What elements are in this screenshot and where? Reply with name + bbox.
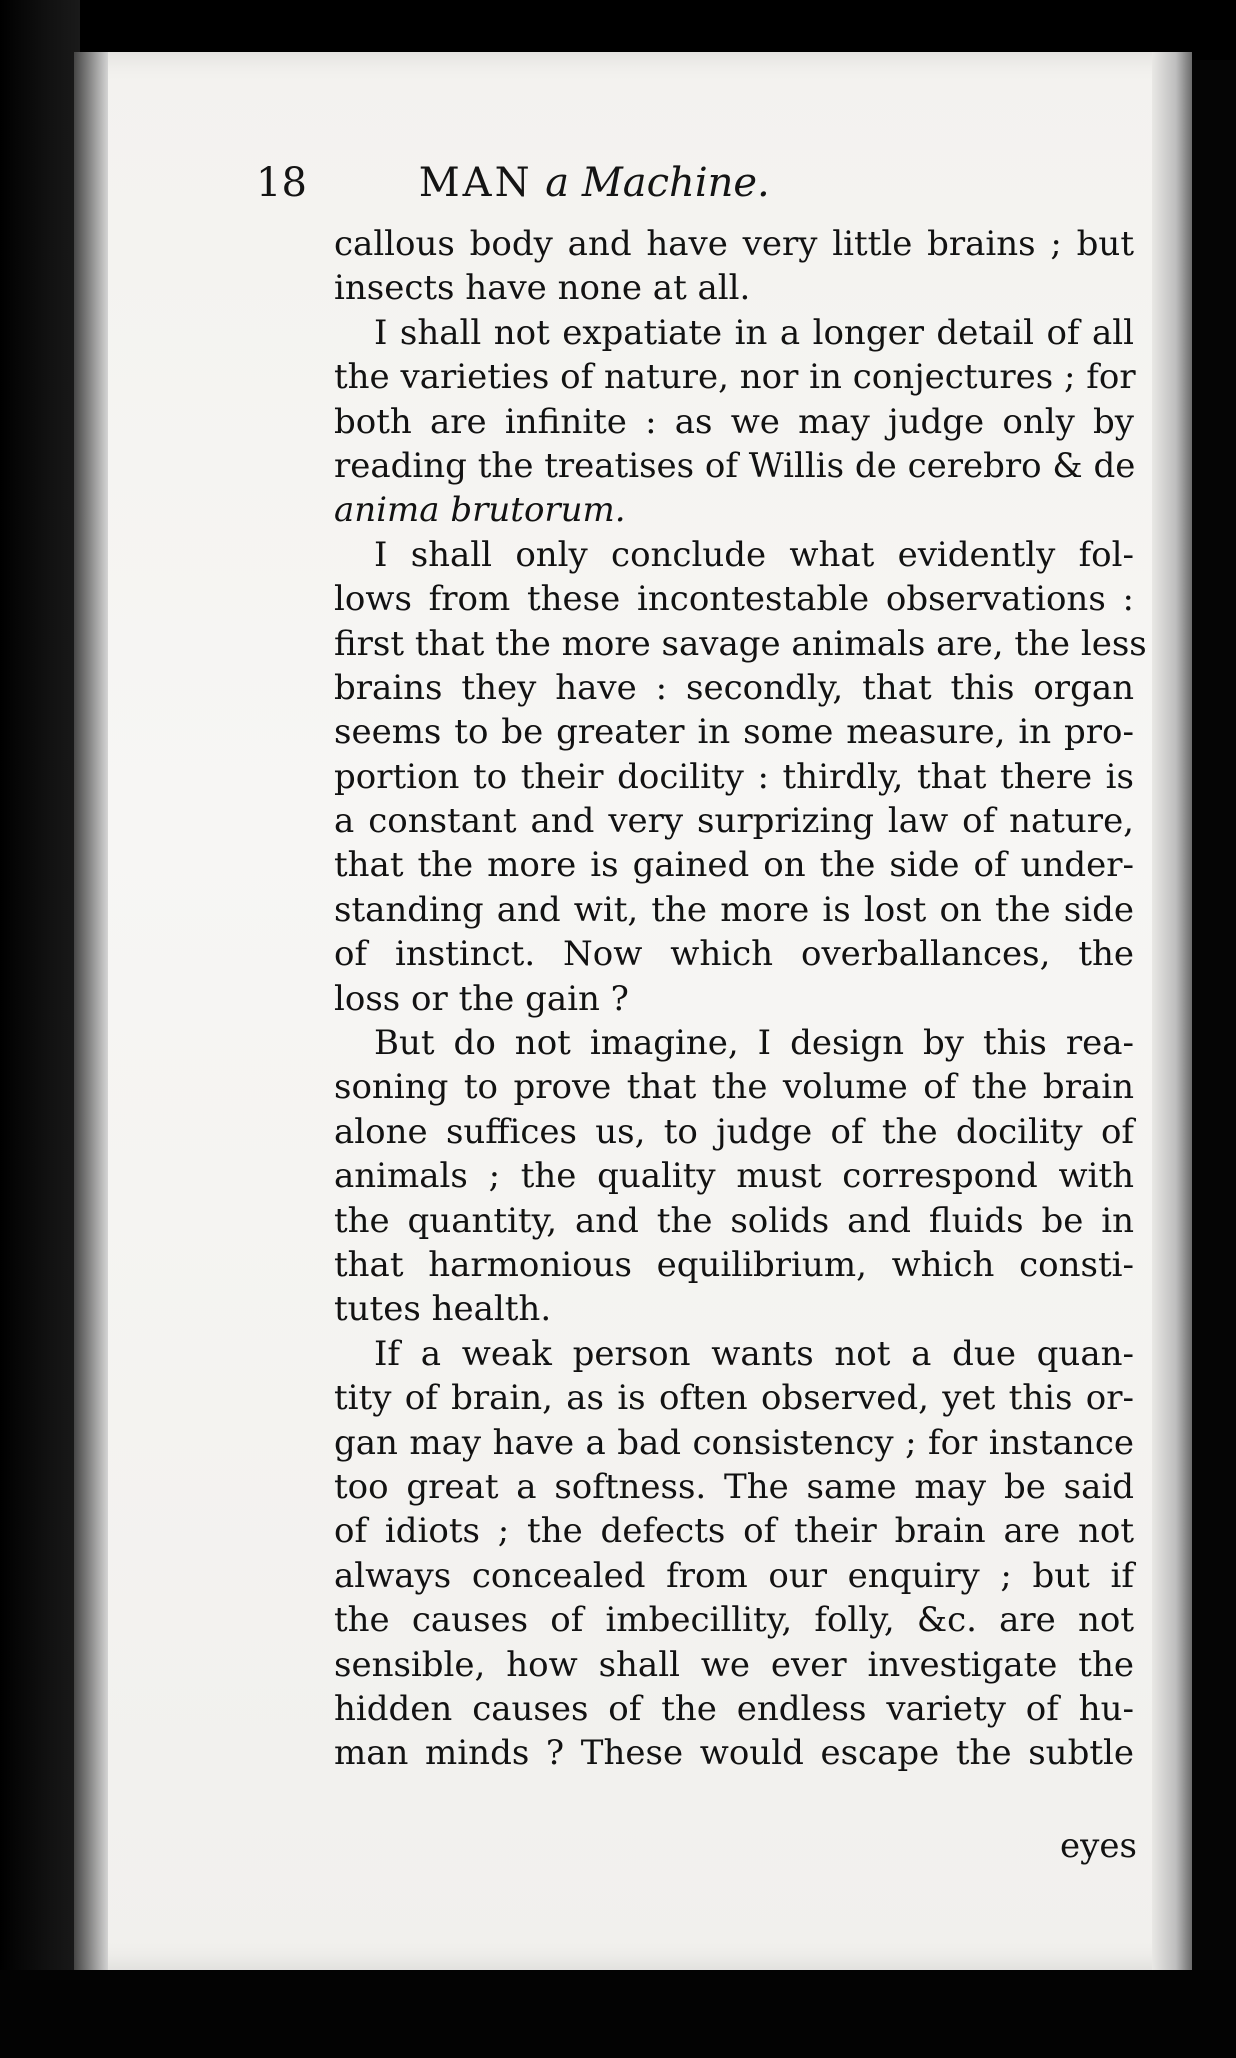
text-line: always concealed from our enquiry ; but if <box>334 1555 1134 1596</box>
paragraph-start-line: If a weak person wants not a due quan- <box>374 1333 1134 1374</box>
text-line: lows from these incontestable observations : <box>334 579 1134 620</box>
text-line: both are infinite : as we may judge only by <box>334 401 1134 442</box>
text-line: brains they have : secondly, that this organ <box>334 667 1134 708</box>
body-text <box>334 222 1147 1776</box>
text-line: that harmonious equilibrium, which consti- <box>334 1244 1134 1285</box>
page-number: 18 <box>256 160 307 206</box>
running-title-subtitle: a Machine. <box>545 160 770 206</box>
text-line: sensible, how shall we ever investigate the <box>334 1644 1134 1685</box>
running-head <box>256 160 1056 210</box>
text-line: too great a softness. The same may be said <box>334 1466 1134 1507</box>
text-line: reading the treatises of Willis de cerebro & de <box>334 445 1136 486</box>
text-line: animals ; the quality must correspond with <box>334 1156 1134 1197</box>
text-line: the causes of imbecillity, folly, &c. are not <box>334 1600 1134 1641</box>
text-line: a constant and very surprizing law of nature, <box>334 801 1134 842</box>
text-line: gan may have a bad consistency ; for instance <box>334 1422 1134 1463</box>
page-fore-edge <box>1152 52 1192 1970</box>
text-line: the quantity, and the solids and fluids be in <box>334 1200 1134 1241</box>
page-gutter <box>74 52 108 1970</box>
catchword: eyes <box>1060 1826 1137 1866</box>
text-line: hidden causes of the endless variety of hu- <box>334 1688 1134 1729</box>
text-line: tity of brain, as is often observed, yet this or- <box>334 1378 1134 1419</box>
text-line: standing and wit, the more is lost on the side <box>334 889 1134 930</box>
text-line: that the more is gained on the side of under- <box>334 845 1134 886</box>
text-line: anima brutorum. <box>334 490 626 531</box>
text-line: soning to prove that the volume of the brain <box>334 1067 1134 1108</box>
text-line: man minds ? These would escape the subtle <box>334 1733 1134 1774</box>
text-line: portion to their docility : thirdly, that there is <box>334 756 1134 797</box>
scan-border-bottom <box>0 1970 1236 2058</box>
paragraph-start-line: But do not imagine, I design by this rea- <box>374 1023 1134 1064</box>
binding-shadow <box>0 0 80 2058</box>
text-line: alone suffices us, to judge of the docility of <box>334 1111 1134 1152</box>
text-line: of instinct. Now which overballances, the <box>334 934 1134 975</box>
text-line: loss or the gain ? <box>334 978 629 1019</box>
text-line: seems to be greater in some measure, in pro- <box>334 712 1134 753</box>
text-line: callous body and have very little brains ; but <box>334 224 1134 264</box>
text-line: tutes health. <box>334 1289 552 1330</box>
text-line: insects have none at all. <box>334 268 751 309</box>
text-line: of idiots ; the defects of their brain are not <box>334 1511 1134 1552</box>
scan-border-right <box>1192 60 1236 1970</box>
text-line: the varieties of nature, nor in conjectures ; for <box>334 357 1136 398</box>
text-line: first that the more savage animals are, the less <box>334 623 1147 664</box>
paragraph-start-line: I shall not expatiate in a longer detail of all <box>374 312 1134 353</box>
running-title: MAN <box>418 160 533 206</box>
paragraph-start-line: I shall only conclude what evidently fol- <box>374 534 1134 575</box>
